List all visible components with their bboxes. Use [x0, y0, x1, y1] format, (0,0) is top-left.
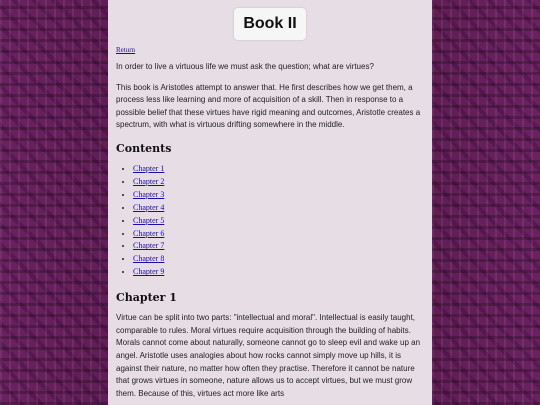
chapter-2-link[interactable]: Chapter 2 [133, 176, 165, 186]
contents-item-2 [133, 176, 424, 189]
contents-item-5 [133, 215, 424, 228]
contents-item-3 [133, 189, 424, 202]
chapter-9-link[interactable]: Chapter 9 [133, 267, 165, 277]
page-title: Book II [234, 8, 305, 40]
contents-item-9 [133, 266, 424, 279]
chapter-1-heading: Chapter 1 [116, 291, 177, 305]
contents-item-6 [133, 228, 424, 241]
chapter-7-link[interactable]: Chapter 7 [133, 241, 165, 251]
chapter-6-link[interactable]: Chapter 6 [133, 228, 165, 238]
title-wrap [116, 8, 424, 40]
contents-list [116, 163, 424, 279]
contents-heading: Contents [116, 141, 172, 155]
chapter-3-link[interactable]: Chapter 3 [133, 189, 165, 199]
contents-item-8 [133, 253, 424, 266]
content-column [108, 0, 432, 405]
contents-item-1 [133, 163, 424, 176]
chapter-1-text: Virtue can be split into two parts: "intellectual and moral". Intellectual is easily taught, comparable to rules. Moral virtues require acquisition through the building of habits. Morals cannot come about naturally, someone cannot go to sleep evil and wake up an angel. Aristotle uses analogies about how rocks cannot simply move up hills, it is against their nature, no matter how often they practise. Therefore it cannot be nature that grows virtues in someone, nature allows us to accept virtues, but we must grow them. Because of this, virtues act more like arts [116, 313, 421, 398]
return-link[interactable]: Return [116, 46, 136, 54]
contents-item-4 [133, 202, 424, 215]
chapter-5-link[interactable]: Chapter 5 [133, 215, 165, 225]
chapter-4-link[interactable]: Chapter 4 [133, 202, 165, 212]
chapter-1-link[interactable]: Chapter 1 [133, 163, 165, 173]
contents-item-7 [133, 240, 424, 253]
intro-paragraph-1: In order to live a virtuous life we must ask the question; what are virtues? [116, 62, 374, 71]
intro-paragraph-2: This book is Aristotles attempt to answer that. He first describes how we get them, a process less like learning and more of acquisition of a skill. Then in response to a possible belief that these virtues have rigid meaning and outcomes, Aristotle creates a spectrum, with what is virtuous drifting somewhere in the middle. [116, 82, 421, 130]
chapter-8-link[interactable]: Chapter 8 [133, 254, 165, 264]
